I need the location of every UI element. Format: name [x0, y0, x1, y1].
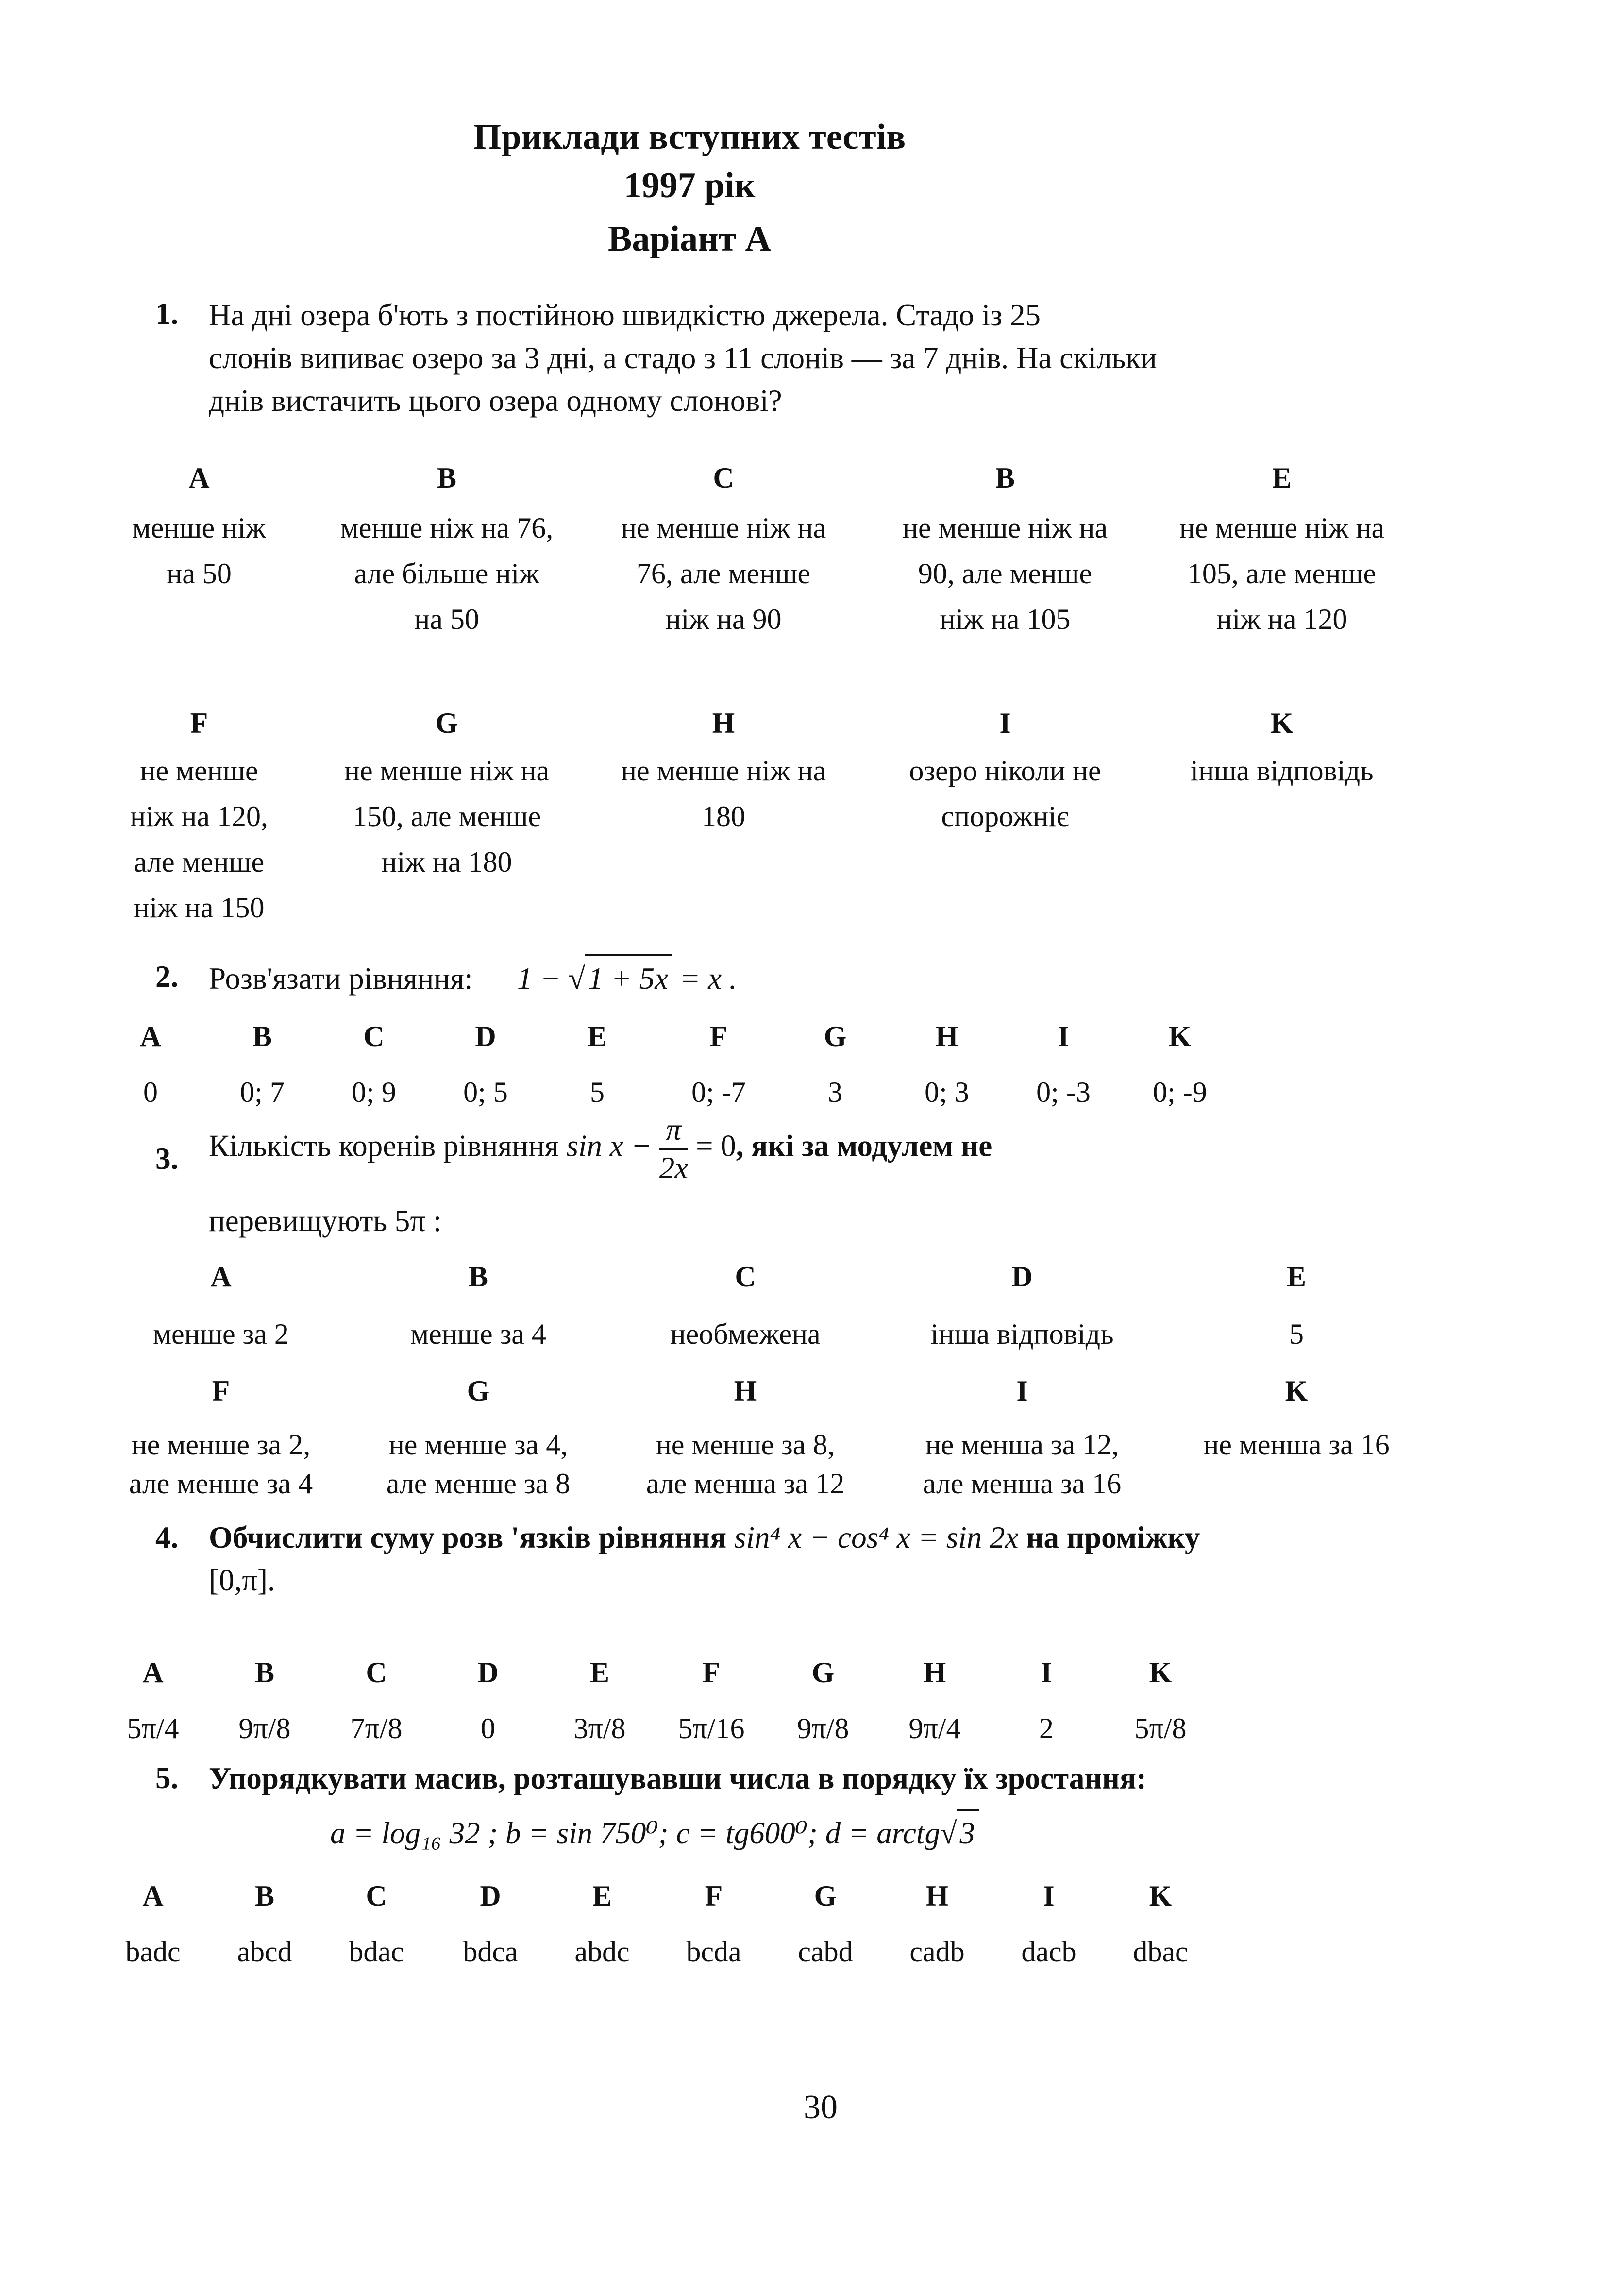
answer-line: не менше ніж на: [902, 512, 1108, 544]
answer-letter: C: [735, 1261, 756, 1293]
answer-line: 105, але менше: [1187, 557, 1377, 590]
question-number: 4.: [155, 1520, 179, 1554]
answer-letter: E: [592, 1880, 612, 1912]
answer-letter: F: [190, 707, 208, 739]
question-text: [209, 1516, 1471, 1602]
equation-radicand: 1 + 5x: [585, 954, 672, 1000]
answer-letter: H: [712, 707, 735, 739]
question-text: [209, 294, 1326, 422]
answer-letter: B: [254, 1880, 275, 1912]
answer-option-f: [75, 1425, 367, 1503]
answer-line: але менше за 8: [386, 1468, 571, 1500]
answer-value: abcd: [237, 1936, 292, 1968]
answer-line: але менша за 16: [923, 1468, 1122, 1500]
answer-letter: D: [477, 1656, 499, 1688]
answer-option-k: [1136, 748, 1428, 793]
answer-line: озеро ніколи не: [909, 755, 1101, 787]
page-number: 30: [804, 2089, 838, 2126]
question-line: [0,π].: [209, 1563, 275, 1597]
answer-letter: B: [252, 1020, 272, 1052]
answer-value: 3π/8: [573, 1712, 626, 1744]
question-number: 3.: [155, 1142, 179, 1176]
answer-letter: I: [1041, 1656, 1052, 1688]
answer-letter: B: [468, 1261, 488, 1293]
answer-line: на 50: [414, 603, 479, 635]
answer-line: не менше: [140, 755, 258, 787]
answer-line: ніж на 90: [665, 603, 782, 635]
answer-letter: E: [1286, 1261, 1307, 1293]
answer-letter: K: [1270, 707, 1294, 739]
answer-letter: H: [935, 1020, 958, 1052]
answer-value: 5: [590, 1076, 605, 1108]
question-line: , які за модулем не: [736, 1129, 992, 1163]
answer-value: 0; 9: [352, 1076, 396, 1108]
answer-line: ніж на 120,: [130, 800, 268, 832]
answer-option-d: інша відповідь: [930, 1318, 1114, 1350]
answer-line: ніж на 120: [1216, 603, 1347, 635]
answer-value: 0: [481, 1712, 495, 1744]
answer-letter: E: [589, 1656, 610, 1688]
answer-value: 9π/8: [238, 1712, 291, 1744]
answer-option-d: [859, 505, 1151, 642]
answer-letter: A: [210, 1261, 232, 1293]
answer-letter: H: [925, 1880, 949, 1912]
answer-value: 0; -3: [1036, 1076, 1091, 1108]
question-number: 5.: [155, 1761, 179, 1795]
answer-value: 0; 7: [240, 1076, 285, 1108]
answer-line: ніж на 105: [940, 603, 1071, 635]
answer-line: не менше ніж на: [344, 755, 550, 787]
answer-value: 0; 5: [463, 1076, 508, 1108]
answer-letter: E: [587, 1020, 607, 1052]
answer-letter: C: [366, 1656, 387, 1688]
answer-value: 5π/8: [1134, 1712, 1187, 1744]
answer-line: але менша за 12: [646, 1468, 845, 1500]
answer-letter: I: [999, 707, 1011, 739]
answer-option-i: [876, 1425, 1168, 1503]
answer-letter: H: [923, 1656, 946, 1688]
equation-part: sin x −: [566, 1129, 652, 1163]
variant-subtitle: Варіант А: [608, 219, 771, 259]
equation-radicand: 3: [957, 1809, 979, 1855]
question-line: на проміжку: [1026, 1520, 1200, 1554]
answer-letter: I: [1016, 1375, 1028, 1407]
answer-letter: B: [995, 462, 1015, 494]
answer-option-h: [578, 748, 869, 839]
equation: a = log₁₆ 32 ; b = sin 750⁰; c = tg600⁰; d = arctg√3: [330, 1809, 1398, 1855]
answer-letter: K: [1285, 1375, 1308, 1407]
answer-value: bcda: [686, 1936, 741, 1968]
answer-line: але менше: [134, 846, 265, 878]
answer-letter: F: [212, 1375, 230, 1407]
answer-line: 76, але менше: [636, 557, 811, 590]
answer-line: не менше ніж на: [621, 512, 826, 544]
answer-line: не менше ніж на: [1179, 512, 1385, 544]
answer-value: dbac: [1133, 1936, 1188, 1968]
answer-letter: F: [709, 1020, 728, 1052]
question-text: [209, 1114, 1423, 1183]
fraction-numerator: π: [659, 1114, 688, 1150]
question-number: 1.: [155, 297, 179, 331]
answer-value: 0; -9: [1153, 1076, 1207, 1108]
answer-line: не менша за 12,: [925, 1429, 1119, 1461]
answer-letter: D: [475, 1020, 496, 1052]
answer-value: 9π/8: [797, 1712, 849, 1744]
question-number: 2.: [155, 960, 179, 994]
answer-value: 7π/8: [350, 1712, 403, 1744]
question-line: На дні озера б'ють з постійною швидкістю джерела. Стадо із 25: [209, 298, 1041, 332]
equation-part: = 0: [695, 1129, 736, 1163]
answer-letter: A: [142, 1656, 164, 1688]
answer-line: не менше за 8,: [656, 1429, 835, 1461]
answer-letter: E: [1272, 462, 1292, 494]
equation-part: a = log₁₆ 32 ; b = sin 750⁰; c = tg600⁰; d = arctg: [330, 1816, 940, 1850]
answer-option-k: [1151, 1425, 1442, 1464]
answer-value: cadb: [909, 1936, 965, 1968]
answer-line: менше ніж на 76,: [340, 512, 554, 544]
answer-value: 3: [828, 1076, 842, 1108]
answer-value: 0: [143, 1076, 158, 1108]
answer-option-e: 5: [1289, 1318, 1304, 1350]
answer-letter: C: [366, 1880, 387, 1912]
question-line: перевищують 5π :: [209, 1204, 442, 1238]
fraction-denominator: 2x: [659, 1151, 689, 1185]
answer-letter: C: [363, 1020, 385, 1052]
answer-line: не менше ніж на: [621, 755, 826, 787]
answer-line: але менше за 4: [129, 1468, 313, 1500]
answer-line: не менше за 2,: [131, 1429, 311, 1461]
answer-line: спорожніє: [941, 800, 1069, 832]
answer-letter: A: [188, 462, 210, 494]
answer-line: не менше за 4,: [388, 1429, 568, 1461]
answer-option-h: [600, 1425, 891, 1503]
answer-option-g: [301, 748, 592, 885]
answer-letter: H: [734, 1375, 757, 1407]
answer-letter: K: [1149, 1656, 1172, 1688]
answer-option-i: [859, 748, 1151, 839]
answer-letter: G: [811, 1656, 835, 1688]
year-subtitle: 1997 рік: [623, 166, 756, 205]
answer-letter: B: [254, 1656, 275, 1688]
answer-option-c: [578, 505, 869, 642]
answer-line: інша відповідь: [1190, 755, 1374, 787]
answer-letter: G: [824, 1020, 847, 1052]
answer-value: abdc: [574, 1936, 630, 1968]
answer-letter: K: [1168, 1020, 1192, 1052]
equation-fraction: [659, 1114, 688, 1183]
answer-letter: A: [140, 1020, 161, 1052]
answer-letter: I: [1043, 1880, 1055, 1912]
answer-letter: C: [713, 462, 734, 494]
question-line: Обчислити суму розв 'язків рівняння: [209, 1520, 727, 1554]
answer-value: 0; 3: [925, 1076, 969, 1108]
answer-value: badc: [125, 1936, 181, 1968]
answer-letter: A: [142, 1880, 164, 1912]
answer-letter: F: [702, 1656, 721, 1688]
question-line: Розв'язати рівняння:: [209, 962, 473, 996]
answer-value: 9π/4: [908, 1712, 961, 1744]
answer-table: [0, 1020, 1614, 1127]
question-line: слонів випиває озеро за 3 дні, а стадо з 11 слонів — за 7 днів. На скільки: [209, 341, 1157, 375]
answer-letter: D: [480, 1880, 501, 1912]
answer-line: ніж на 180: [381, 846, 512, 878]
equation: 1 − √1 + 5x = x .: [517, 962, 737, 996]
equation: sin⁴ x − cos⁴ x = sin 2x: [734, 1520, 1019, 1554]
answer-option-e: [1136, 505, 1428, 642]
question-line: Кількість коренів рівняння: [209, 1129, 559, 1163]
answer-value: bdca: [463, 1936, 518, 1968]
answer-value: dacb: [1021, 1936, 1076, 1968]
answer-value: 0; -7: [691, 1076, 746, 1108]
answer-table: [0, 1879, 1614, 1986]
answer-line: ніж на 150: [134, 892, 265, 924]
answer-line: 150, але менше: [352, 800, 541, 832]
answer-option-b: менше за 4: [410, 1318, 546, 1350]
answer-option-g: [333, 1425, 624, 1503]
answer-letter: D: [1011, 1261, 1033, 1293]
answer-option-a: менше за 2: [153, 1318, 289, 1350]
answer-value: cabd: [798, 1936, 853, 1968]
answer-line: 90, але менше: [918, 557, 1093, 590]
equation-part: = x .: [672, 962, 737, 996]
answer-letter: G: [467, 1375, 490, 1407]
answer-option-c: необмежена: [670, 1318, 821, 1350]
question-line: Упорядкувати масив, розташувавши числа в порядку їх зростання:: [209, 1761, 1147, 1795]
answer-line: але більше ніж: [354, 557, 539, 590]
answer-letter: K: [1149, 1880, 1172, 1912]
question-text: [209, 954, 1277, 1000]
answer-letter: F: [705, 1880, 723, 1912]
answer-line: на 50: [167, 557, 232, 590]
answer-value: bdac: [349, 1936, 404, 1968]
answer-line: 180: [702, 800, 745, 832]
answer-letter: I: [1058, 1020, 1069, 1052]
answer-value: 2: [1039, 1712, 1054, 1744]
answer-line: менше ніж: [132, 512, 266, 544]
answer-letter: G: [435, 707, 458, 739]
answer-value: 5π/16: [678, 1712, 745, 1744]
page-title: Приклади вступних тестів: [473, 117, 906, 157]
question-line: днів вистачить цього озера одному слонові?: [209, 384, 782, 418]
equation-part: 1 −: [517, 962, 569, 996]
answer-line: не менша за 16: [1203, 1429, 1390, 1461]
answer-letter: G: [814, 1880, 837, 1912]
answer-table: [0, 1656, 1614, 1763]
answer-option-b: [301, 505, 592, 642]
answer-letter: B: [437, 462, 457, 494]
answer-value: 5π/4: [127, 1712, 179, 1744]
